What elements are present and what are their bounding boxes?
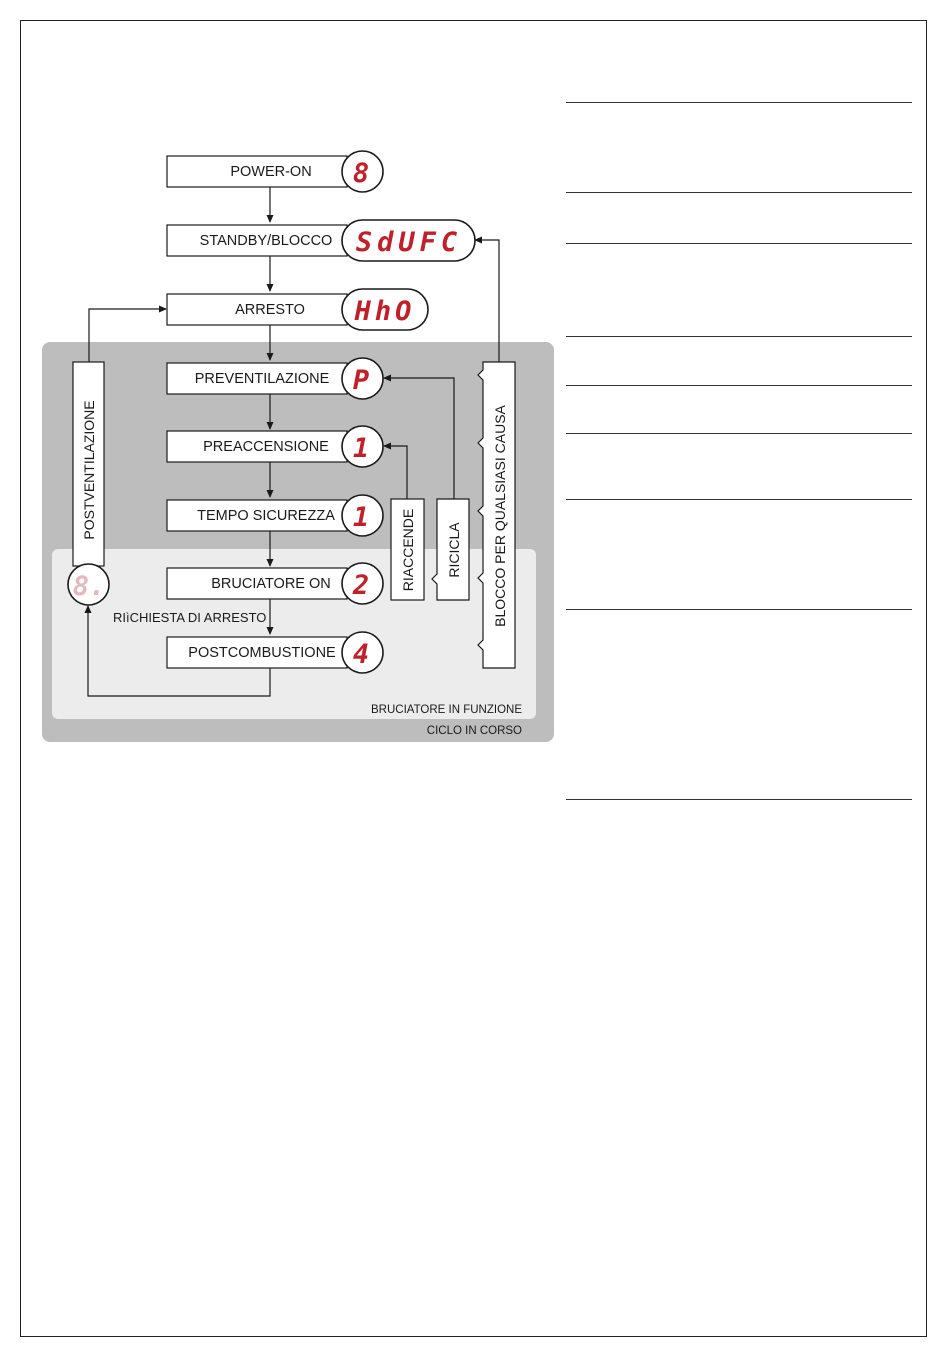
display-value: HhO <box>354 296 416 327</box>
step-label: TEMPO SICUREZZA <box>197 508 335 524</box>
blocco-box <box>478 362 515 668</box>
step-tempo-sicurezza <box>167 495 383 536</box>
rule-3 <box>566 243 912 244</box>
rule-8 <box>566 609 912 610</box>
zone-inner-label: BRUCIATORE IN FUNZIONE <box>371 704 522 716</box>
rule-7 <box>566 499 912 500</box>
step-power-on <box>167 151 383 192</box>
step-preventilazione <box>167 358 383 399</box>
step-label: BRUCIATORE ON <box>211 576 331 592</box>
zone-outer-label: CICLO IN CORSO <box>426 725 522 737</box>
display-value: 1 <box>352 433 372 464</box>
step-postcombustione <box>167 632 383 673</box>
ricicla-label: RICICLA <box>446 522 462 578</box>
step-preaccensione <box>167 426 383 467</box>
step-label: POSTCOMBUSTIONE <box>188 645 336 661</box>
rule-5 <box>566 385 912 386</box>
blocco-label: BLOCCO PER QUALSIASI CAUSA <box>492 405 508 627</box>
step-label: ARRESTO <box>235 302 305 318</box>
postventilazione-label: POSTVENTILAZIONE <box>81 400 97 540</box>
step-bruciatore-on <box>167 563 383 604</box>
rule-4 <box>566 336 912 337</box>
display-value: P <box>352 365 372 396</box>
display-value: 4 <box>352 639 372 670</box>
step-standby-blocco <box>167 220 475 261</box>
display-value: 1 <box>352 502 372 533</box>
step-arresto <box>167 289 428 330</box>
riaccende-box <box>391 499 424 600</box>
display-value: 8 <box>352 158 372 189</box>
rule-6 <box>566 433 912 434</box>
step-label: PREVENTILAZIONE <box>194 371 330 387</box>
richiesta-arresto-label: RIìCHIESTA DI ARRESTO <box>113 610 267 625</box>
step-label: STANDBY/BLOCCO <box>199 233 333 249</box>
rule-1 <box>566 102 912 103</box>
rule-9 <box>566 799 912 800</box>
ricicla-box <box>432 499 469 600</box>
riaccende-label: RIACCENDE <box>400 508 416 592</box>
display-value: SdUFC <box>355 227 463 258</box>
display-value: 2 <box>352 570 372 601</box>
step-label: POWER-ON <box>230 164 312 180</box>
display-value: 8. <box>72 571 106 602</box>
rule-2 <box>566 192 912 193</box>
step-label: PREACCENSIONE <box>203 439 329 455</box>
